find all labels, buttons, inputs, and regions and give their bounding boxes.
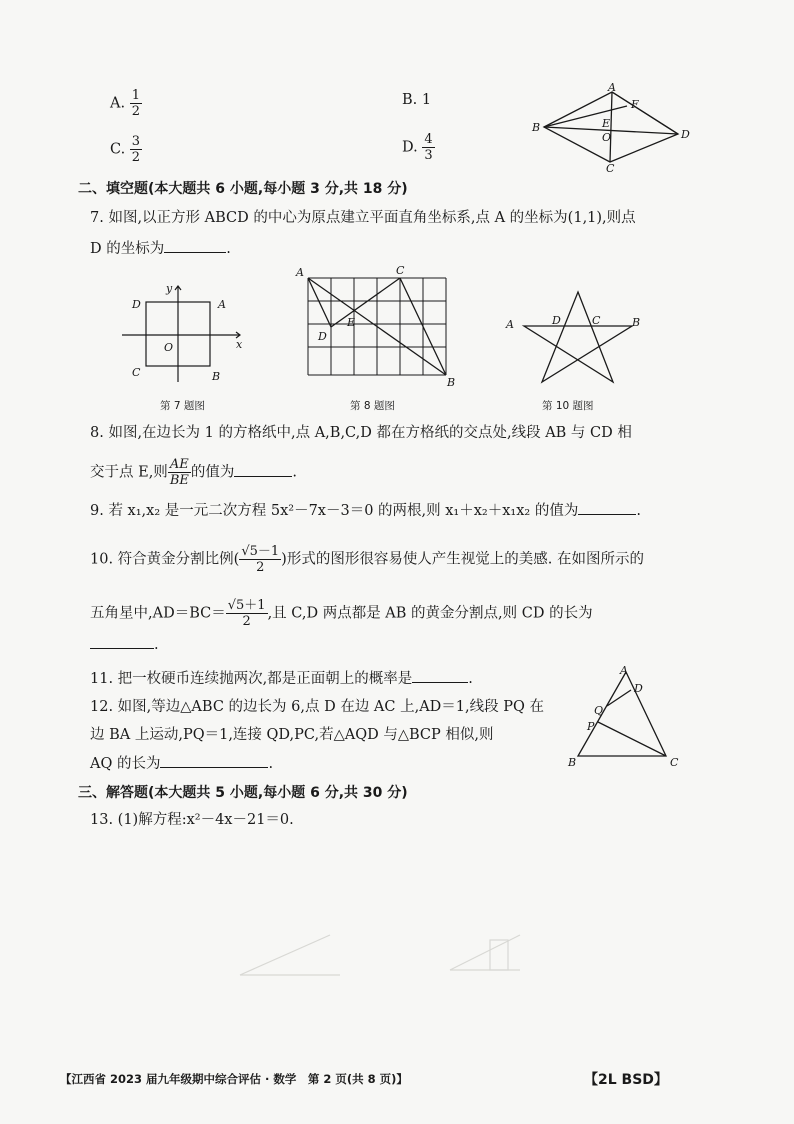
footer-left: 【江西省 2023 届九年级期中综合评估 · 数学 第 2 页(共 8 页)】 <box>60 1072 408 1086</box>
svg-text:A: A <box>506 318 514 331</box>
svg-text:D: D <box>132 298 141 311</box>
q12-line2: 边 BA 上运动,PQ＝1,连接 QD,PC,若△AQD 与△BCP 相似,则 <box>90 727 494 743</box>
q13: 13. (1)解方程:x²－4x－21＝0. <box>90 812 294 828</box>
svg-text:B: B <box>568 756 577 769</box>
fig7-caption: 第 7 题图 <box>160 400 205 412</box>
q9: 9. 若 x₁,x₂ 是一元二次方程 5x²－7x－3＝0 的两根,则 x₁＋x₂＋x₁x₂ 的值为 . <box>90 500 641 521</box>
label-A: A <box>608 82 616 94</box>
option-a: A. $\frac{1}{2}$ <box>110 88 140 119</box>
fig10-star <box>502 286 652 390</box>
svg-text:B: B <box>632 316 641 329</box>
fig8-grid <box>292 262 462 392</box>
svg-text:D: D <box>552 314 561 327</box>
option-b: B. 1 <box>402 92 432 108</box>
bleed-through-marks <box>220 915 540 1025</box>
label-D: D <box>681 128 690 141</box>
svg-text:D: D <box>634 682 643 695</box>
svg-text:A: A <box>620 664 628 677</box>
q7-line1: 7. 如图,以正方形 ABCD 的中心为原点建立平面直角坐标系,点 A 的坐标为(1,1),则点 <box>90 210 636 226</box>
fig7-square-axes <box>118 280 248 388</box>
svg-text:D: D <box>318 330 327 343</box>
label-E: E <box>602 117 611 130</box>
svg-text:C: C <box>396 264 405 277</box>
svg-text:C: C <box>670 756 679 769</box>
svg-text:x: x <box>236 338 243 351</box>
svg-text:C: C <box>592 314 601 327</box>
q11: 11. 把一枚硬币连续抛两次,都是正面朝上的概率是 . <box>90 668 473 689</box>
option-d: D. $\frac{4}{3}$ <box>402 132 433 163</box>
q10-answer-line: . <box>90 634 159 655</box>
footer-right: 【2L BSD】 <box>584 1072 668 1088</box>
svg-text:A: A <box>296 266 304 279</box>
svg-text:y: y <box>166 282 173 295</box>
label-B: B <box>532 121 541 134</box>
option-c: C. $\frac{3}{2}$ <box>110 134 141 165</box>
svg-text:B: B <box>212 370 221 383</box>
answer-blank[interactable] <box>164 238 226 253</box>
fig10-caption: 第 10 题图 <box>542 400 594 412</box>
q8-line2: 交于点 E,则 $\frac{AE}{BE}$ 的值为 . <box>90 457 297 488</box>
label-C: C <box>606 162 615 174</box>
svg-text:E: E <box>347 316 356 329</box>
svg-text:C: C <box>132 366 141 379</box>
section-fill-in-heading: 二、填空题(本大题共 6 小题,每小题 3 分,共 18 分) <box>78 181 408 197</box>
fig8-caption: 第 8 题图 <box>350 400 395 412</box>
svg-text:B: B <box>447 376 456 389</box>
label-F: F <box>631 98 639 111</box>
fig12-triangle <box>560 664 690 770</box>
q7-line2: D 的坐标为 . <box>90 238 231 259</box>
rhombus-figure <box>528 82 698 174</box>
svg-text:P: P <box>587 720 595 733</box>
label-O: O <box>602 131 612 144</box>
q8-line1: 8. 如图,在边长为 1 的方格纸中,点 A,B,C,D 都在方格纸的交点处,线段 AB 与 CD 相 <box>90 425 632 441</box>
q10-line1: 10. 符合黄金分割比例( $\frac{√5-1}{2}$ )形式的图形很容易使人产生视觉上的美感. 在如图所示的 <box>90 544 645 575</box>
q12-line3: AQ 的长为 . <box>90 753 273 774</box>
section-solution-heading: 三、解答题(本大题共 5 小题,每小题 6 分,共 30 分) <box>78 785 408 801</box>
q12-line1: 12. 如图,等边△ABC 的边长为 6,点 D 在边 AC 上,AD＝1,线段 PQ 在 <box>90 699 545 715</box>
svg-text:A: A <box>218 298 226 311</box>
svg-text:O: O <box>164 341 174 354</box>
svg-text:Q: Q <box>594 704 604 717</box>
q10-line2: 五角星中,AD＝BC＝ $\frac{√5+1}{2}$ ,且 C,D 两点都是 AB 的黄金分割点,则 CD 的长为 <box>90 598 593 629</box>
